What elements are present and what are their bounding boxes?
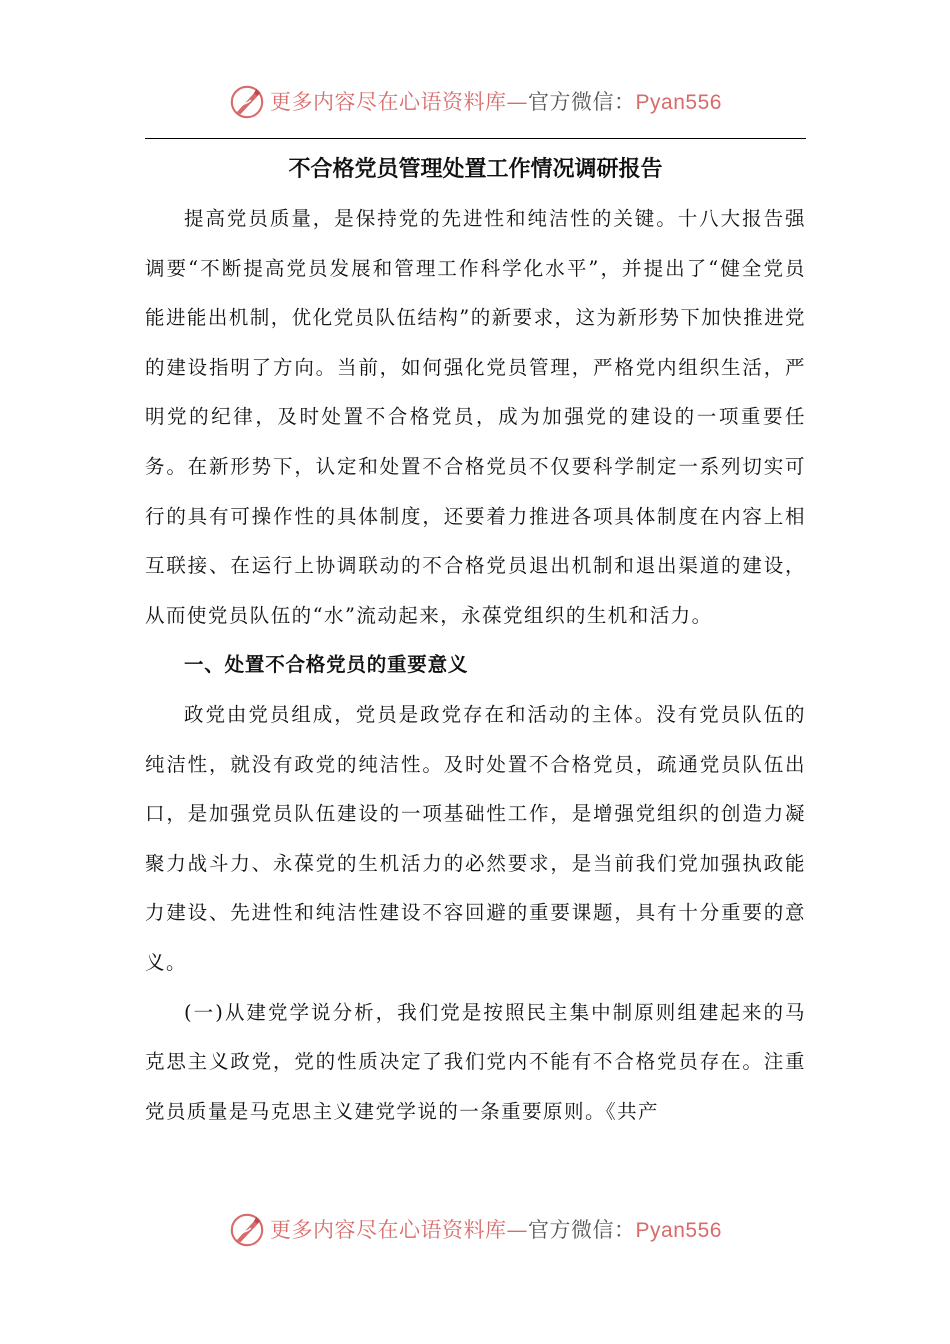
banner-site-text: 更多内容尽在心语资料库: [270, 89, 507, 114]
pen-logo-icon: [228, 83, 266, 121]
paragraph-significance: 政党由党员组成，党员是政党存在和活动的主体。没有党员队伍的纯洁性，就没有政党的纯洁性。及时处置不合格党员，疏通党员队伍出口，是加强党员队伍建设的一项基础性工作，是增强党组织的创造力凝聚力战斗力、永葆党的生机活力的必然要求，是当前我们党加强执政能力建设、先进性和纯洁性建设不容回避的重要课题，具有十分重要的意义。: [145, 702, 806, 974]
paragraph-intro: 提高党员质量，是保持党的先进性和纯洁性的关键。十八大报告强调要“不断提高党员发展和管理工作科学化水平”，并提出了“健全党员能进能出机制，优化党员队伍结构”的新要求，这为新形势下加快推进党的建设指明了方向。当前，如何强化党员管理，严格党内组织生活，严明党的纪律，及时处置不合格党员，成为加强党的建设的一项重要任务。在新形势下，认定和处置不合格党员不仅要科学制定一系列切实可行的具有可操作性的具体制度，还要着力推进各项具体制度在内容上相互联接、在运行上协调联动的不合格党员退出机制和退出渠道的建设，从而使党员队伍的“水”流动起来，永葆党组织的生机和活力。: [145, 207, 806, 627]
banner-dash: —: [506, 1217, 529, 1242]
banner-wechat-label: 官方微信：: [528, 1217, 636, 1242]
banner-wechat-id: Pyan556: [635, 90, 722, 114]
section-heading-1: 一、处置不合格党员的重要意义: [184, 653, 469, 677]
paragraph-point-1: (一)从建党学说分析，我们党是按照民主集中制原则组建起来的马克思主义政党，党的性质决定了我们党内不能有不合格党员存在。注重党员质量是马克思主义建党学说的一条重要原则。《共产: [145, 1000, 806, 1123]
banner-wechat-label: 官方微信：: [528, 89, 636, 114]
pen-logo-icon: [228, 1211, 266, 1249]
banner-wechat-id: Pyan556: [635, 1218, 722, 1242]
header-banner: [0, 78, 950, 126]
document-body: [145, 150, 806, 1136]
banner-dash: —: [506, 89, 529, 114]
document-title: 不合格党员管理处置工作情况调研报告: [288, 156, 663, 182]
footer-banner: [0, 1206, 950, 1254]
header-divider: [145, 138, 806, 139]
banner-site-text: 更多内容尽在心语资料库: [270, 1217, 507, 1242]
